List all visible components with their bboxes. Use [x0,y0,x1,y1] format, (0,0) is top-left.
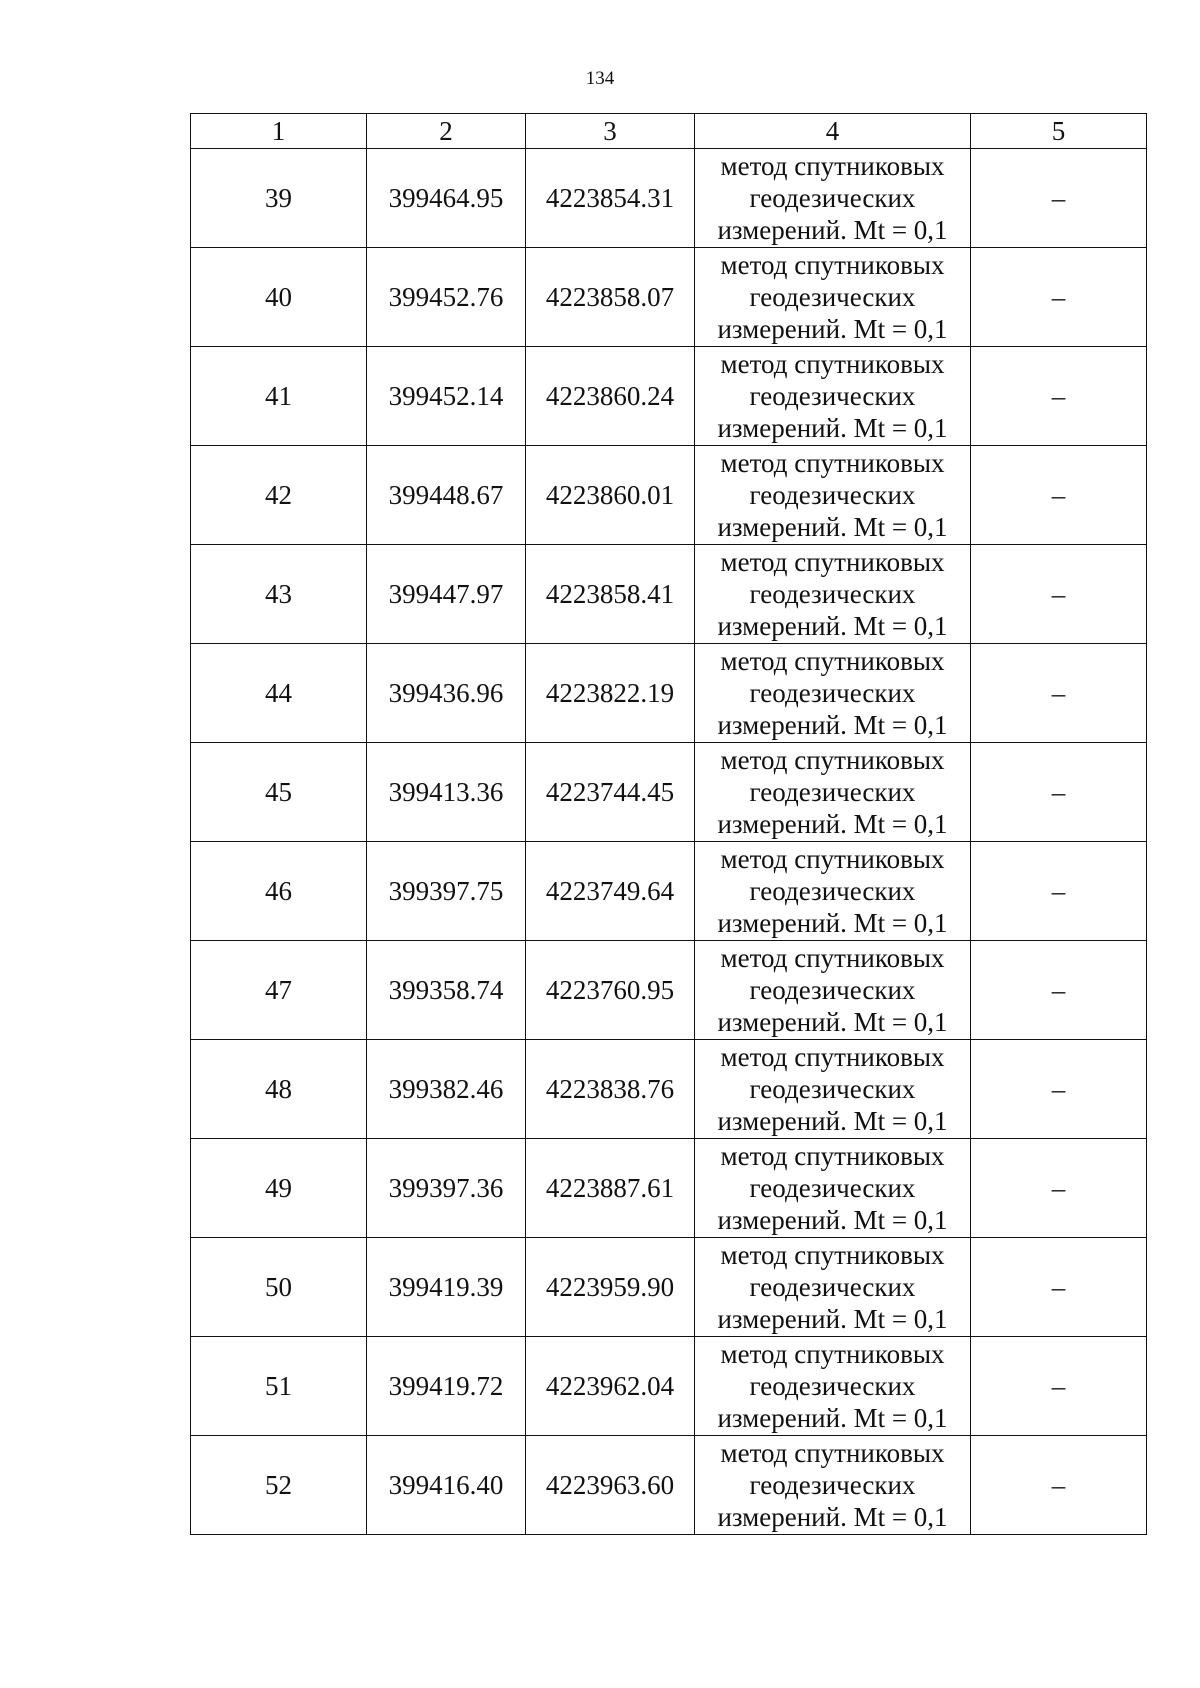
y-coordinate-cell: 4223858.07 [526,248,695,347]
method-cell [695,1139,971,1238]
method-line: измерений. Mt = 0,1 [717,809,948,839]
method-line: измерений. Mt = 0,1 [717,710,948,740]
method-line: геодезических [749,183,916,213]
table-row [191,248,1147,347]
method-line: измерений. Mt = 0,1 [717,1205,948,1235]
point-number-cell: 48 [191,1040,367,1139]
x-coordinate-cell: 399447.97 [367,545,526,644]
method-line: метод спутниковых [720,349,945,379]
method-cell [695,149,971,248]
point-number-cell: 43 [191,545,367,644]
method-cell [695,743,971,842]
method-line: измерений. Mt = 0,1 [717,215,948,245]
point-number-cell: 49 [191,1139,367,1238]
header-row [191,114,1147,149]
point-number-cell: 51 [191,1337,367,1436]
method-cell [695,545,971,644]
y-coordinate-cell: 4223860.01 [526,446,695,545]
method-line: измерений. Mt = 0,1 [717,1304,948,1334]
note-cell: – [971,149,1147,248]
table-row [191,644,1147,743]
method-line: геодезических [749,876,916,906]
method-line: метод спутниковых [720,1141,945,1171]
method-line: метод спутниковых [720,844,945,874]
point-number-cell: 45 [191,743,367,842]
x-coordinate-cell: 399358.74 [367,941,526,1040]
y-coordinate-cell: 4223860.24 [526,347,695,446]
method-cell [695,248,971,347]
point-number-cell: 40 [191,248,367,347]
method-line: метод спутниковых [720,1240,945,1270]
point-number-cell: 41 [191,347,367,446]
method-line: геодезических [749,777,916,807]
y-coordinate-cell: 4223822.19 [526,644,695,743]
method-line: метод спутниковых [720,1042,945,1072]
table-row [191,1238,1147,1337]
method-line: метод спутниковых [720,151,945,181]
method-line: измерений. Mt = 0,1 [717,1007,948,1037]
y-coordinate-cell: 4223838.76 [526,1040,695,1139]
method-line: геодезических [749,1272,916,1302]
y-coordinate-cell: 4223959.90 [526,1238,695,1337]
method-line: измерений. Mt = 0,1 [717,413,948,443]
table-row [191,842,1147,941]
note-cell: – [971,1337,1147,1436]
column-header-1: 1 [191,114,367,149]
method-line: измерений. Mt = 0,1 [717,1502,948,1532]
note-cell: – [971,248,1147,347]
table-row [191,1337,1147,1436]
method-line: метод спутниковых [720,1438,945,1468]
table-row [191,941,1147,1040]
x-coordinate-cell: 399416.40 [367,1436,526,1535]
note-cell: – [971,1139,1147,1238]
method-cell [695,941,971,1040]
column-header-2: 2 [367,114,526,149]
point-number-cell: 42 [191,446,367,545]
method-cell [695,347,971,446]
method-line: метод спутниковых [720,745,945,775]
method-line: измерений. Mt = 0,1 [717,908,948,938]
method-line: геодезических [749,282,916,312]
y-coordinate-cell: 4223744.45 [526,743,695,842]
x-coordinate-cell: 399382.46 [367,1040,526,1139]
table-row [191,149,1147,248]
y-coordinate-cell: 4223963.60 [526,1436,695,1535]
method-line: метод спутниковых [720,547,945,577]
point-number-cell: 46 [191,842,367,941]
point-number-cell: 50 [191,1238,367,1337]
x-coordinate-cell: 399436.96 [367,644,526,743]
method-line: метод спутниковых [720,250,945,280]
point-number-cell: 39 [191,149,367,248]
column-header-4: 4 [695,114,971,149]
x-coordinate-cell: 399419.39 [367,1238,526,1337]
table-row [191,1139,1147,1238]
method-line: измерений. Mt = 0,1 [717,1403,948,1433]
x-coordinate-cell: 399452.76 [367,248,526,347]
page-number: 134 [585,68,615,89]
y-coordinate-cell: 4223858.41 [526,545,695,644]
note-cell: – [971,1040,1147,1139]
table-row [191,347,1147,446]
method-line: измерений. Mt = 0,1 [717,1106,948,1136]
method-cell [695,1040,971,1139]
point-number-cell: 44 [191,644,367,743]
y-coordinate-cell: 4223962.04 [526,1337,695,1436]
note-cell: – [971,545,1147,644]
method-cell [695,644,971,743]
point-number-cell: 47 [191,941,367,1040]
y-coordinate-cell: 4223749.64 [526,842,695,941]
table-row [191,1040,1147,1139]
x-coordinate-cell: 399419.72 [367,1337,526,1436]
method-line: геодезических [749,1173,916,1203]
table-row [191,545,1147,644]
method-line: геодезических [749,1371,916,1401]
note-cell: – [971,644,1147,743]
method-line: метод спутниковых [720,646,945,676]
method-line: измерений. Mt = 0,1 [717,611,948,641]
table-body [191,149,1147,1535]
method-line: метод спутниковых [720,943,945,973]
table-row [191,1436,1147,1535]
method-line: геодезических [749,381,916,411]
method-cell [695,1238,971,1337]
method-line: измерений. Mt = 0,1 [717,314,948,344]
x-coordinate-cell: 399397.36 [367,1139,526,1238]
method-line: геодезических [749,1074,916,1104]
table-row [191,743,1147,842]
column-header-5: 5 [971,114,1147,149]
y-coordinate-cell: 4223887.61 [526,1139,695,1238]
method-cell [695,842,971,941]
y-coordinate-cell: 4223854.31 [526,149,695,248]
method-line: геодезических [749,975,916,1005]
method-cell [695,446,971,545]
note-cell: – [971,446,1147,545]
method-line: геодезических [749,678,916,708]
coordinates-table [190,113,1147,1535]
x-coordinate-cell: 399464.95 [367,149,526,248]
method-cell [695,1436,971,1535]
note-cell: – [971,743,1147,842]
point-number-cell: 52 [191,1436,367,1535]
method-line: метод спутниковых [720,1339,945,1369]
note-cell: – [971,347,1147,446]
method-line: метод спутниковых [720,448,945,478]
note-cell: – [971,1436,1147,1535]
x-coordinate-cell: 399448.67 [367,446,526,545]
method-cell [695,1337,971,1436]
y-coordinate-cell: 4223760.95 [526,941,695,1040]
note-cell: – [971,842,1147,941]
note-cell: – [971,941,1147,1040]
method-line: геодезических [749,579,916,609]
x-coordinate-cell: 399452.14 [367,347,526,446]
x-coordinate-cell: 399397.75 [367,842,526,941]
table-row [191,446,1147,545]
note-cell: – [971,1238,1147,1337]
method-line: геодезических [749,480,916,510]
method-line: измерений. Mt = 0,1 [717,512,948,542]
x-coordinate-cell: 399413.36 [367,743,526,842]
column-header-3: 3 [526,114,695,149]
method-line: геодезических [749,1470,916,1500]
